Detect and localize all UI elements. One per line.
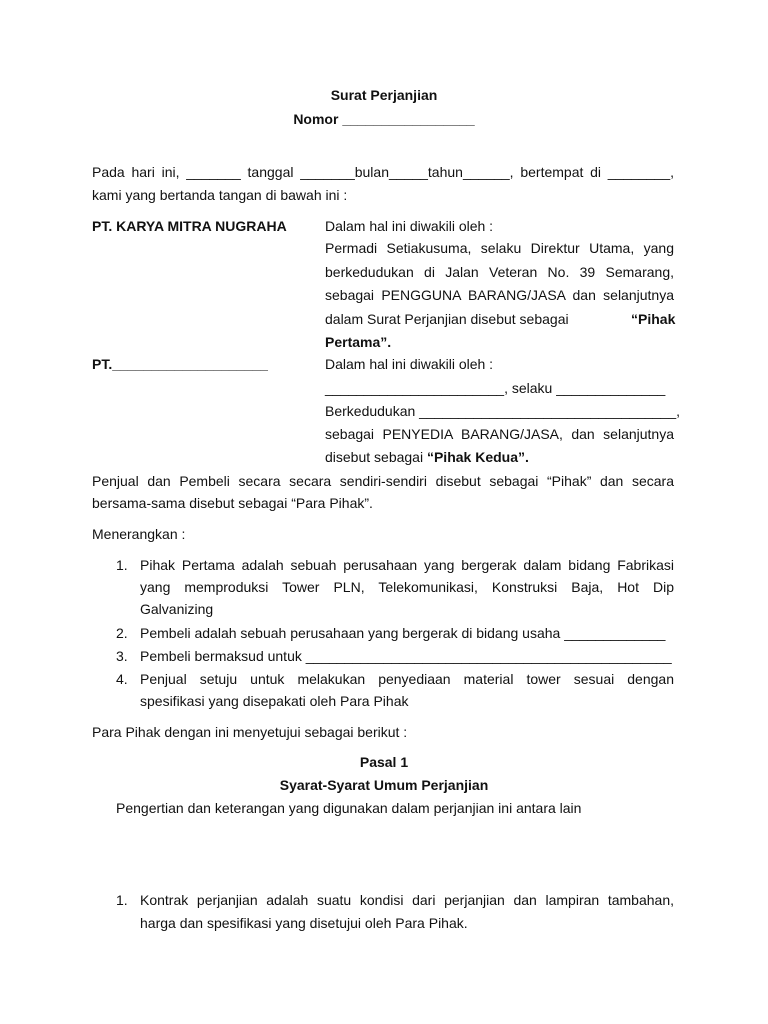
para-pihak-line-2: bersama-sama disebut sebagai “Para Pihak”. [92, 495, 373, 511]
list-item-number: 1. [116, 892, 128, 908]
list-item-number: 2. [116, 625, 128, 641]
party1-represented: Dalam hal ini diwakili oleh : [325, 218, 494, 234]
party1-line-2: berkedudukan di Jalan Veteran No. 39 Semarang, [325, 264, 674, 280]
party2-role: , selaku ______________ [504, 380, 666, 396]
list-item-number: 3. [116, 648, 128, 664]
party2-name-line [325, 379, 665, 397]
party1-label-part1: “Pihak [631, 311, 676, 327]
list-item-line: Pembeli bermaksud untuk _______________________________________________ [140, 648, 672, 664]
party1-label-part2: Pertama”. [325, 334, 392, 350]
party2-label: “Pihak Kedua”. [426, 449, 529, 465]
list-item-line: harga dan spesifikasi yang disetujui oleh Para Pihak. [140, 915, 468, 931]
list-item-line: Penjual setuju untuk melakukan penyediaan material tower sesuai dengan [140, 671, 674, 687]
party2-represented: Dalam hal ini diwakili oleh : [325, 356, 494, 372]
list-item-line: Pembeli adalah sebuah perusahaan yang bergerak di bidang usaha _____________ [140, 625, 666, 641]
party1-line-3: sebagai PENGGUNA BARANG/JASA dan selanjutnya [325, 287, 674, 303]
party2-domicile: Berkedudukan _________________________________, [325, 403, 681, 419]
agreement-intro: Para Pihak dengan ini menyetujui sebagai berikut : [92, 724, 408, 740]
list-item-line: Galvanizing [140, 601, 214, 617]
list-item-line: Pihak Pertama adalah sebuah perusahaan yang bergerak dalam bidang Fabrikasi [140, 557, 674, 573]
list-item-line: spesifikasi yang disepakati oleh Para Pihak [140, 693, 409, 709]
party2-name: PT.____________________ [92, 356, 268, 372]
opening-line-2: kami yang bertanda tangan di bawah ini : [92, 187, 348, 203]
party2-name-blank: _______________________ [325, 380, 505, 396]
document-number: Nomor _________________ [293, 111, 475, 127]
opening-line-1: Pada hari ini, _______ tanggal _______bulan_____tahun______, bertempat di ________, [92, 164, 674, 180]
para-pihak-line-1: Penjual dan Pembeli secara secara sendiri-sendiri disebut sebagai “Pihak” dan secara [92, 473, 674, 489]
party1-line-4: dalam Surat Perjanjian disebut sebagai [325, 311, 569, 327]
list-item-number: 4. [116, 671, 128, 687]
party1-name: PT. KARYA MITRA NUGRAHA [92, 218, 287, 234]
list-item-line: yang memproduksi Tower PLN, Telekomunikasi, Konstruksi Baja, Hot Dip [140, 579, 674, 595]
list-item-line: Kontrak perjanjian adalah suatu kondisi dari perjanjian dan lampiran tambahan, [140, 892, 674, 908]
pasal-intro: Pengertian dan keterangan yang digunakan dalam perjanjian ini antara lain [116, 800, 582, 816]
pasal-title: Pasal 1 [359, 754, 409, 770]
party2-label-prefix: disebut sebagai [325, 449, 427, 465]
party1-line-1: Permadi Setiakusuma, selaku Direktur Utama, yang [325, 240, 674, 256]
pasal-subtitle: Syarat-Syarat Umum Perjanjian [279, 777, 489, 793]
document-title: Surat Perjanjian [330, 87, 438, 103]
menerangkan-heading: Menerangkan : [92, 526, 186, 542]
party2-role-line: sebagai PENYEDIA BARANG/JASA, dan selanjutnya [325, 426, 674, 442]
list-item-number: 1. [116, 557, 128, 573]
party2-label-line [325, 448, 529, 466]
